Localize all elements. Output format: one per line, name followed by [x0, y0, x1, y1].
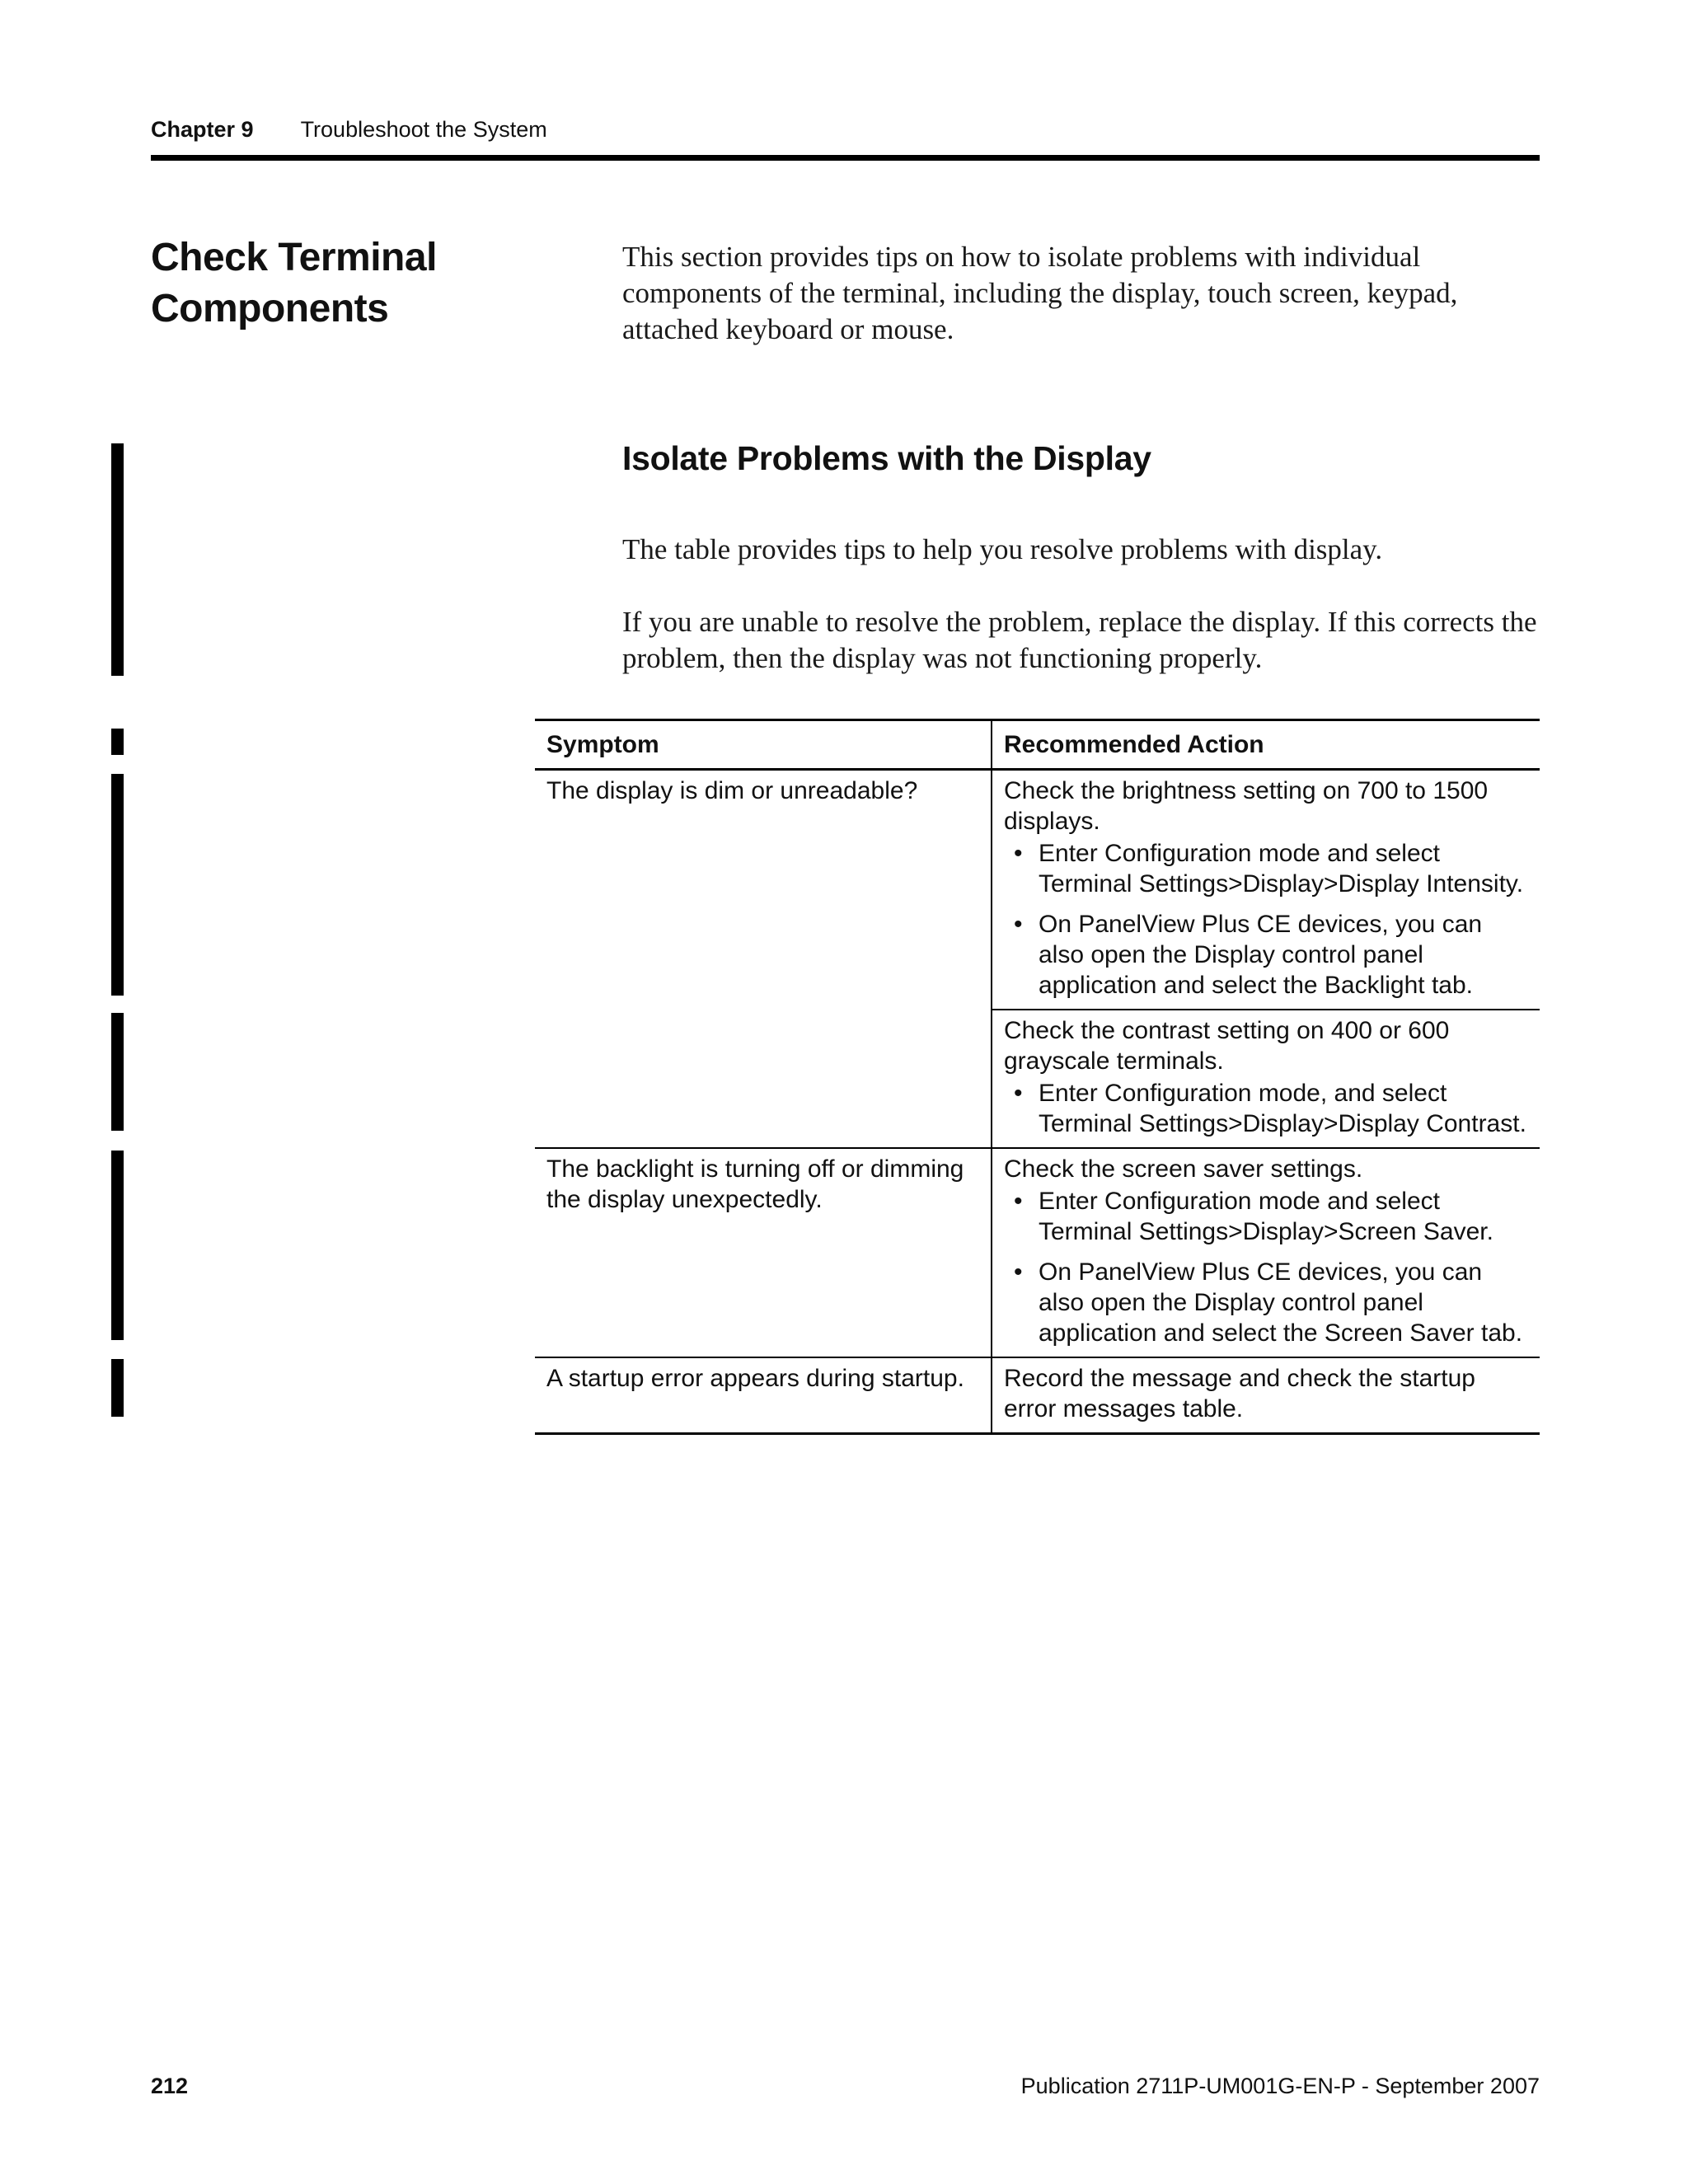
- action-cell: [992, 1148, 1540, 1357]
- action-text: Check the contrast setting on 400 or 600 grayscale terminals.: [1004, 1017, 1450, 1075]
- body-paragraph: If you are unable to resolve the problem, replace the display. If this corrects the problem, then the display was not functioning properly.: [622, 606, 1537, 674]
- action-bullets: [1004, 1078, 1528, 1139]
- table-row: [535, 1357, 1540, 1434]
- table-row: [535, 770, 1540, 1010]
- change-bar: [111, 1013, 124, 1131]
- table-row: [535, 1148, 1540, 1357]
- change-bar: [111, 443, 124, 676]
- action-text: Record the message and check the startup error messages table.: [1004, 1365, 1475, 1422]
- change-bar: [111, 774, 124, 996]
- change-bar: [111, 729, 124, 755]
- chapter-title: Troubleshoot the System: [300, 117, 547, 142]
- bullet-item: • Enter Configuration mode, and select Terminal Settings>Display>Display Contrast.: [1004, 1078, 1528, 1139]
- symptom-cell: The backlight is turning off or dimming the display unexpectedly.: [535, 1148, 992, 1357]
- column-header-symptom: Symptom: [535, 720, 992, 770]
- header-rule: [151, 155, 1540, 161]
- bullet-item: • On PanelView Plus CE devices, you can also open the Display control panel application and select the Backlight tab.: [1004, 909, 1528, 1001]
- table-header-row: [535, 720, 1540, 770]
- action-cell: [992, 1357, 1540, 1434]
- page-number: 212: [151, 2074, 189, 2098]
- action-text: Check the screen saver settings.: [1004, 1155, 1363, 1183]
- bullet-item: • Enter Configuration mode and select Terminal Settings>Display>Screen Saver.: [1004, 1186, 1528, 1247]
- subsection-title: Isolate Problems with the Display: [622, 439, 1151, 477]
- bullet-item: • Enter Configuration mode and select Terminal Settings>Display>Display Intensity.: [1004, 838, 1528, 899]
- change-bar: [111, 1151, 124, 1340]
- action-bullets: [1004, 838, 1528, 1001]
- running-header: [151, 117, 547, 143]
- action-cell: [992, 1010, 1540, 1148]
- chapter-label: Chapter 9: [151, 117, 254, 142]
- action-text: Check the brightness setting on 700 to 1500 displays.: [1004, 777, 1489, 835]
- column-header-action: Recommended Action: [992, 720, 1540, 770]
- change-bar: [111, 1359, 124, 1417]
- publication-info: Publication 2711P-UM001G-EN-P - September 2007: [1020, 2074, 1540, 2098]
- intro-paragraph: This section provides tips on how to isolate problems with individual components of the terminal, including the display, touch screen, keypad, attached keyboard or mouse.: [622, 241, 1458, 345]
- section-title: Check Terminal Components: [151, 236, 437, 330]
- symptom-cell: The display is dim or unreadable?: [535, 770, 992, 1149]
- action-cell: [992, 770, 1540, 1010]
- bullet-item: • On PanelView Plus CE devices, you can also open the Display control panel application and select the Screen Saver tab.: [1004, 1257, 1528, 1348]
- troubleshooting-table: [535, 719, 1540, 1435]
- symptom-cell: A startup error appears during startup.: [535, 1357, 992, 1434]
- action-bullets: [1004, 1186, 1528, 1348]
- body-paragraph: The table provides tips to help you resolve problems with display.: [622, 533, 1383, 565]
